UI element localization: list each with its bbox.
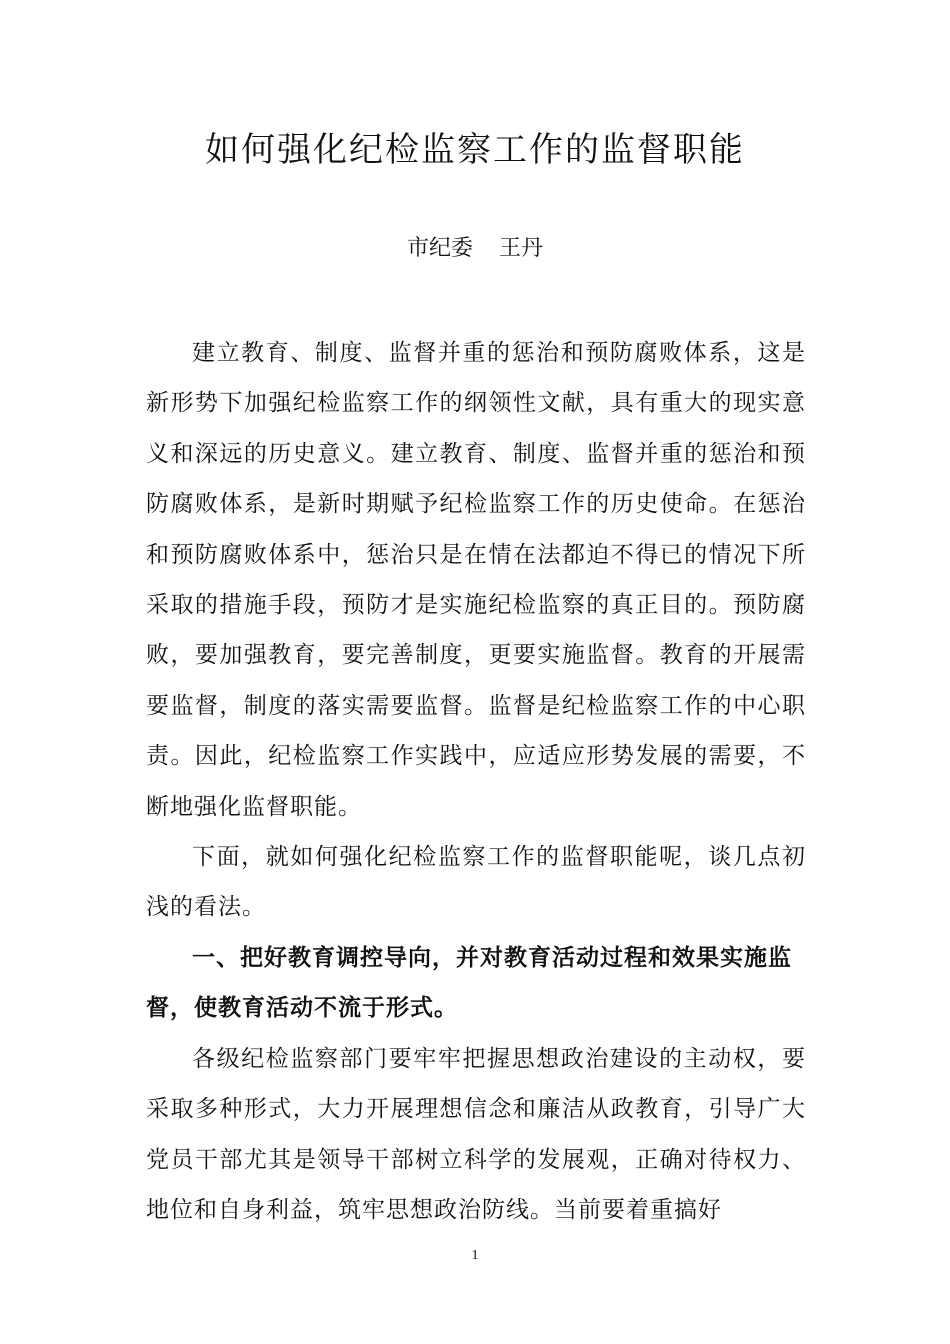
paragraph-intro: 建立教育、制度、监督并重的惩治和预防腐败体系，这是新形势下加强纪检监察工作的纲领性文献，具有重大的现实意义和深远的历史意义。建立教育、制度、监督并重的惩治和预防腐败体系，是新时期赋予纪检监察工作的历史使命。在惩治和预防腐败体系中，惩治只是在情在法都迫不得已的情况下所采取的措施手段，预防才是实施纪检监察的真正目的。预防腐败，要加强教育，要完善制度，更要实施监督。教育的开展需要监督，制度的落实需要监督。监督是纪检监察工作的中心职责。因此，纪检监察工作实践中，应适应形势发展的需要，不断地强化监督职能。	[146, 340, 806, 820]
author-line	[0, 232, 950, 266]
document-title: 如何强化纪检监察工作的监督职能	[205, 130, 745, 170]
paragraph-section-1: 各级纪检监察部门要牢牢把握思想政治建设的主动权，要采取多种形式，大力开展理想信念和廉洁从政教育，引导广大党员干部尤其是领导干部树立科学的发展观，正确对待权力、地位和自身利益，筑牢思想政治防线。当前要着重搞好	[146, 1045, 806, 1223]
section-heading-1: 一、把好教育调控导向，并对教育活动过程和效果实施监督，使教育活动不流于形式。	[146, 944, 792, 1022]
paragraph-transition: 下面，就如何强化纪检监察工作的监督职能呢，谈几点初浅的看法。	[146, 844, 806, 921]
page-number: 1	[471, 1248, 479, 1263]
author-organization: 市纪委	[406, 236, 473, 261]
body-text	[146, 328, 806, 1235]
author-name: 王丹	[499, 236, 544, 261]
